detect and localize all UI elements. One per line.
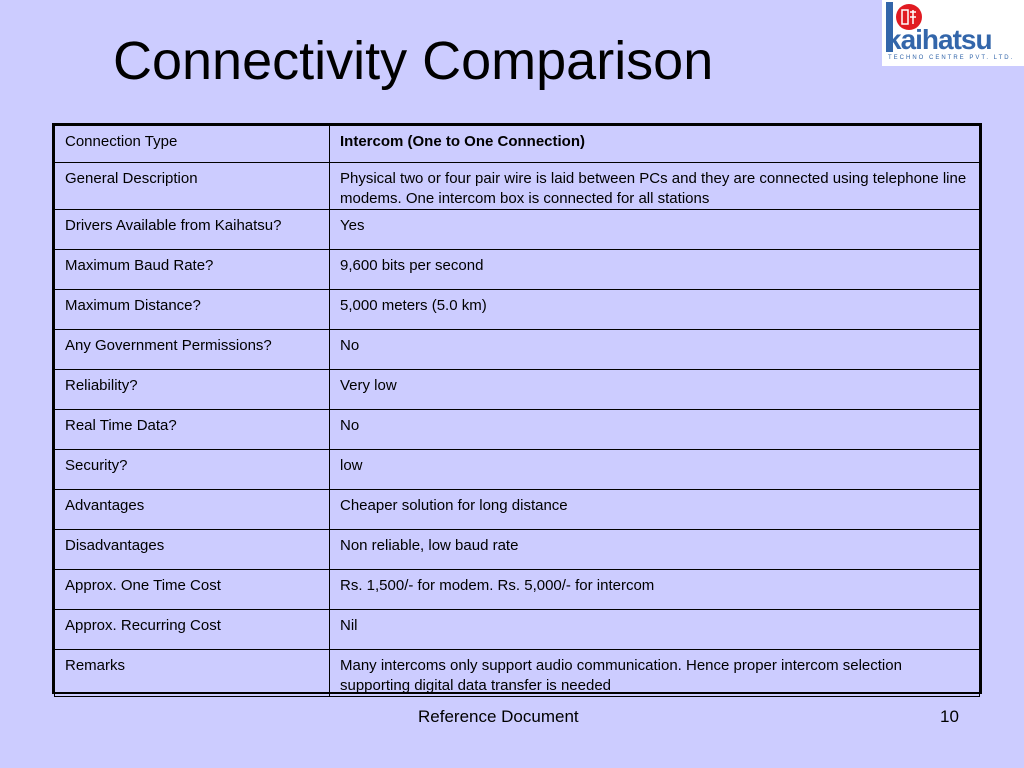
- row-label: Approx. One Time Cost: [55, 570, 330, 610]
- row-value: Nil: [330, 610, 980, 650]
- row-label: General Description: [55, 163, 330, 210]
- kaihatsu-logo: [882, 0, 1024, 66]
- row-label: Maximum Distance?: [55, 290, 330, 330]
- page-number: 10: [940, 707, 959, 726]
- row-label: Any Government Permissions?: [55, 330, 330, 370]
- table-row: [55, 410, 980, 450]
- logo-wordmark: kaihatsu: [886, 24, 992, 55]
- row-label: Approx. Recurring Cost: [55, 610, 330, 650]
- row-label: Remarks: [55, 650, 330, 697]
- comparison-table-body: [55, 126, 980, 697]
- table-row: [55, 650, 980, 697]
- table-row: [55, 290, 980, 330]
- row-value: Yes: [330, 210, 980, 250]
- row-label: Drivers Available from Kaihatsu?: [55, 210, 330, 250]
- table-row: [55, 330, 980, 370]
- row-label: Advantages: [55, 490, 330, 530]
- row-value: Rs. 1,500/- for modem. Rs. 5,000/- for intercom: [330, 570, 980, 610]
- table-row: [55, 450, 980, 490]
- table-row: [55, 610, 980, 650]
- table-row: [55, 570, 980, 610]
- row-label: Connection Type: [55, 126, 330, 163]
- row-value: 9,600 bits per second: [330, 250, 980, 290]
- row-value: Very low: [330, 370, 980, 410]
- row-value: Many intercoms only support audio communication. Hence proper intercom selection supporting digital data transfer is needed: [330, 650, 980, 697]
- row-value: low: [330, 450, 980, 490]
- row-label: Reliability?: [55, 370, 330, 410]
- table-row: [55, 370, 980, 410]
- logo-subtext: TECHNO CENTRE PVT. LTD.: [888, 55, 1015, 61]
- table-row: [55, 530, 980, 570]
- row-value: No: [330, 410, 980, 450]
- table-row: [55, 490, 980, 530]
- table-row: [55, 126, 980, 163]
- footer-reference: Reference Document: [418, 707, 579, 726]
- row-value: Cheaper solution for long distance: [330, 490, 980, 530]
- row-label: Disadvantages: [55, 530, 330, 570]
- comparison-table: [52, 123, 982, 694]
- row-value: Physical two or four pair wire is laid between PCs and they are connected using telephone line modems. One intercom box is connected for all stations: [330, 163, 980, 210]
- slide-title: Connectivity Comparison: [113, 31, 714, 91]
- table-row: [55, 210, 980, 250]
- row-label: Real Time Data?: [55, 410, 330, 450]
- table-row: [55, 250, 980, 290]
- row-value: Non reliable, low baud rate: [330, 530, 980, 570]
- row-value: No: [330, 330, 980, 370]
- row-value: 5,000 meters (5.0 km): [330, 290, 980, 330]
- row-label: Maximum Baud Rate?: [55, 250, 330, 290]
- row-label: Security?: [55, 450, 330, 490]
- table-row: [55, 163, 980, 210]
- row-value: Intercom (One to One Connection): [330, 126, 980, 163]
